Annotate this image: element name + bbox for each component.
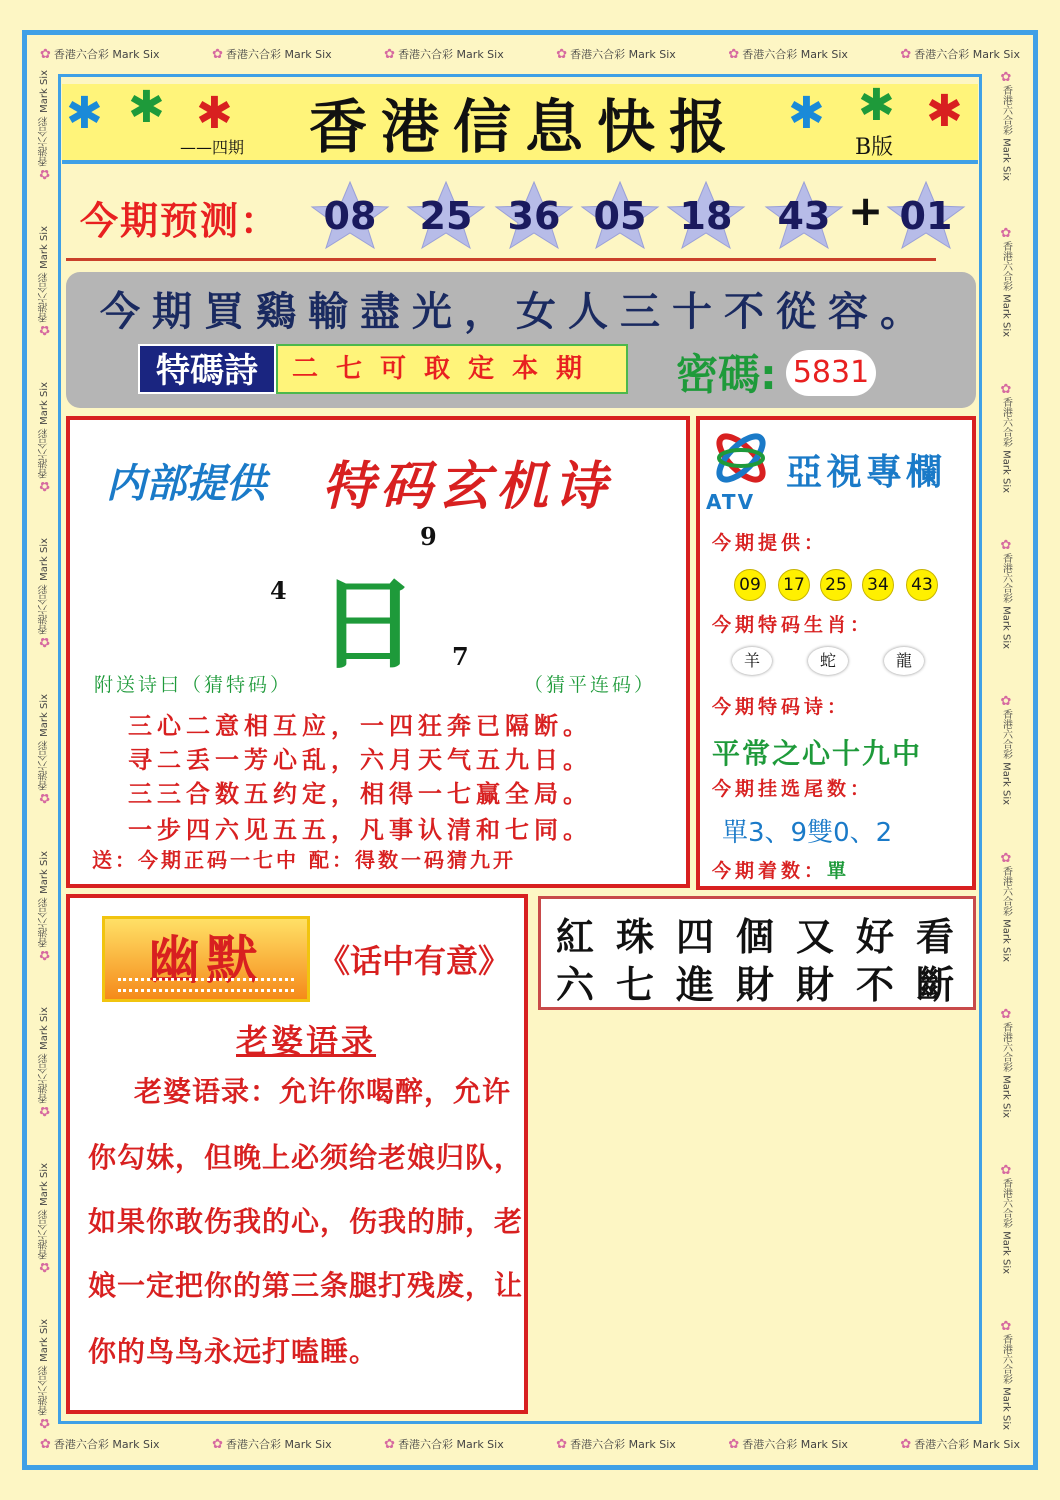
watermark-text: 香港六合彩 Mark Six <box>742 1438 848 1451</box>
watermark <box>384 1436 504 1452</box>
prediction-number: 36 <box>507 194 561 238</box>
divider <box>66 258 936 261</box>
watermark <box>556 1436 676 1452</box>
riddle-character: 日 <box>318 566 418 683</box>
atv-zodiac-label: 今期特码生肖： <box>712 614 874 636</box>
watermark-text: 香港六合彩 Mark Six <box>225 1438 332 1451</box>
watermark-text: 香港六合彩 Mark Six <box>1000 241 1012 338</box>
watermark-text: 香港六合彩 Mark Six <box>1000 85 1012 182</box>
watermark-text: 香港六合彩 Mark Six <box>570 1438 676 1451</box>
watermark-row-bottom <box>40 1436 1020 1452</box>
prediction-number: 08 <box>323 194 377 238</box>
watermark-text: 香港六合彩 Mark Six <box>53 48 160 61</box>
humor-line: 老婆语录：允许你喝醉，允许 <box>134 1075 512 1108</box>
flower-icon: ✿ <box>728 1437 740 1452</box>
flower-icon: ✿ <box>384 47 396 62</box>
poem-line: 寻二丢一芳心乱，六月天气五九日。 <box>128 746 592 774</box>
atv-tail-label: 今期挂选尾数： <box>712 778 874 800</box>
watermark-text: 香港六合彩 Mark Six <box>38 70 50 167</box>
watermark <box>999 1319 1014 1430</box>
send-line: 送：今期正码一七中 配：得数一码猜九开 <box>92 848 516 872</box>
watermark-text: 香港六合彩 Mark Six <box>38 1318 50 1415</box>
flower-icon: ✿ <box>998 538 1014 554</box>
atv-count-value: 單 <box>827 860 851 882</box>
number-star <box>886 180 966 250</box>
edition-label: B版 <box>855 135 894 160</box>
flower-icon: ✿ <box>998 382 1014 398</box>
atv-poem-label: 今期特码诗： <box>712 696 851 718</box>
atv-count-label: 今期着数： <box>712 860 828 882</box>
prediction-label: 今期预测： <box>80 199 281 243</box>
password-value: 5831 <box>786 350 876 396</box>
watermark <box>999 1163 1014 1274</box>
watermark-text: 香港六合彩 Mark Six <box>53 1438 160 1451</box>
watermark <box>212 46 332 62</box>
lucky-poem-line: 紅珠四個又好看 <box>556 914 977 959</box>
watermark-text: 香港六合彩 Mark Six <box>1000 397 1012 494</box>
number-ball: 09 <box>734 569 766 601</box>
watermark <box>900 46 1020 62</box>
flower-icon: ✿ <box>36 478 52 494</box>
watermark-text: 香港六合彩 Mark Six <box>38 1006 50 1103</box>
watermark-text: 香港六合彩 Mark Six <box>914 48 1020 61</box>
watermark <box>37 1007 52 1118</box>
prediction-number: 43 <box>777 194 831 238</box>
watermark <box>37 1319 52 1430</box>
watermark-column-left <box>36 70 52 1430</box>
watermark <box>999 538 1014 649</box>
atv-poem: 平常之心十九中 <box>712 737 923 770</box>
prediction-number: 18 <box>679 194 733 238</box>
watermark <box>37 1163 52 1274</box>
watermark <box>999 694 1014 805</box>
riddle-number-left: 4 <box>270 576 287 605</box>
watermark-text: 香港六合彩 Mark Six <box>742 48 848 61</box>
watermark <box>40 1436 160 1452</box>
flower-icon: ✿ <box>998 226 1014 242</box>
atv-logo <box>706 430 776 514</box>
watermark <box>37 851 52 962</box>
special-poem-label: 特碼詩 <box>138 344 276 394</box>
watermark-text: 香港六合彩 Mark Six <box>398 1438 504 1451</box>
flower-icon: ✿ <box>40 47 51 62</box>
flower-icon: ✿ <box>998 70 1014 85</box>
prediction-number: 25 <box>419 194 473 238</box>
flower-icon: ✿ <box>36 634 52 650</box>
prediction-number: 05 <box>593 194 647 238</box>
number-star <box>580 180 660 250</box>
number-ball: 43 <box>906 569 938 601</box>
watermark-text: 香港六合彩 Mark Six <box>225 48 332 61</box>
number-star <box>406 180 486 250</box>
flower-icon: ✿ <box>998 850 1014 866</box>
atv-title: 亞視專欄 <box>786 451 947 493</box>
asterisk-icon: ✱ <box>66 88 103 139</box>
number-star <box>764 180 844 250</box>
watermark-text: 香港六合彩 Mark Six <box>398 48 504 61</box>
zodiac-badge: 蛇 <box>808 647 848 675</box>
flower-icon: ✿ <box>998 1318 1014 1334</box>
atv-logo-icon <box>706 430 776 486</box>
watermark-row-top <box>40 46 1020 62</box>
flower-icon: ✿ <box>36 1258 52 1274</box>
poem-line: 三三合数五约定，相得一七赢全局。 <box>128 780 592 808</box>
flower-icon: ✿ <box>900 47 912 62</box>
page-title: 香港信息快报 <box>308 93 741 161</box>
watermark-text: 香港六合彩 Mark Six <box>38 538 50 635</box>
flower-icon: ✿ <box>36 946 52 962</box>
humor-line: 娘一定把你的第三条腿打残废，让 <box>88 1269 524 1302</box>
watermark <box>999 70 1014 181</box>
watermark-text: 香港六合彩 Mark Six <box>38 226 50 323</box>
watermark <box>728 1436 848 1452</box>
watermark-text: 香港六合彩 Mark Six <box>38 1162 50 1259</box>
flower-icon: ✿ <box>36 166 52 182</box>
number-star <box>494 180 574 250</box>
watermark <box>37 694 52 805</box>
flower-icon: ✿ <box>36 1414 52 1430</box>
flower-icon: ✿ <box>900 1437 912 1452</box>
gift-label-left: 附送诗曰（猜特码） <box>94 674 293 696</box>
riddle-number-top: 9 <box>420 522 437 551</box>
asterisk-icon: ✱ <box>128 82 165 133</box>
flower-icon: ✿ <box>36 790 52 806</box>
watermark <box>999 851 1014 962</box>
flower-icon: ✿ <box>40 1437 51 1452</box>
flower-icon: ✿ <box>998 694 1014 710</box>
watermark-text: 香港六合彩 Mark Six <box>1000 1021 1012 1118</box>
special-poem-text: 二七可取定本期 <box>276 344 628 394</box>
humor-line: 你的鸟鸟永远打嗑睡。 <box>88 1335 379 1368</box>
watermark <box>556 46 676 62</box>
watermark-text: 香港六合彩 Mark Six <box>1000 553 1012 650</box>
watermark <box>999 1007 1014 1118</box>
flower-icon: ✿ <box>36 1102 52 1118</box>
atv-provide-label: 今期提供： <box>712 532 828 554</box>
number-ball: 25 <box>820 569 852 601</box>
number-star <box>666 180 746 250</box>
number-ball: 34 <box>862 569 894 601</box>
badge-decoration <box>118 978 294 992</box>
zodiac-badge: 羊 <box>732 647 772 675</box>
flower-icon: ✿ <box>998 1006 1014 1022</box>
zodiac-badge: 龍 <box>884 647 924 675</box>
watermark-text: 香港六合彩 Mark Six <box>1000 709 1012 806</box>
inner-provide-label: 内部提供 <box>106 461 266 507</box>
special-number: 01 <box>899 194 953 238</box>
humor-line: 你勾妹，但晚上必须给老娘归队， <box>88 1141 524 1174</box>
watermark <box>40 46 160 62</box>
flower-icon: ✿ <box>998 1162 1014 1178</box>
watermark-column-right <box>998 70 1014 1430</box>
number-star <box>310 180 390 250</box>
watermark <box>212 1436 332 1452</box>
watermark-text: 香港六合彩 Mark Six <box>914 1438 1020 1451</box>
poem-line: 一步四六见五五，凡事认清和七同。 <box>128 816 592 844</box>
issue-number: ——四期 <box>180 138 245 157</box>
atv-count-row <box>712 856 850 883</box>
flower-icon: ✿ <box>212 47 223 62</box>
watermark-text: 香港六合彩 Mark Six <box>38 694 50 791</box>
main-poem-title: 特码玄机诗 <box>322 457 613 517</box>
asterisk-icon: ✱ <box>788 88 825 139</box>
watermark <box>999 226 1014 337</box>
watermark-text: 香港六合彩 Mark Six <box>570 48 676 61</box>
flower-icon: ✿ <box>384 1437 396 1452</box>
watermark <box>37 382 52 493</box>
flower-icon: ✿ <box>36 322 52 338</box>
flower-icon: ✿ <box>556 47 568 62</box>
asterisk-icon: ✱ <box>858 80 895 131</box>
watermark <box>37 226 52 337</box>
asterisk-icon: ✱ <box>196 88 233 139</box>
watermark <box>728 46 848 62</box>
watermark-text: 香港六合彩 Mark Six <box>38 850 50 947</box>
humor-badge-text: 幽默 <box>147 931 264 991</box>
flower-icon: ✿ <box>728 47 740 62</box>
flower-icon: ✿ <box>212 1437 223 1452</box>
password-label: 密碼: <box>676 350 777 399</box>
watermark-text: 香港六合彩 Mark Six <box>1000 865 1012 962</box>
riddle-number-bottom: 7 <box>452 642 469 671</box>
watermark-text: 香港六合彩 Mark Six <box>1000 1177 1012 1274</box>
humor-subtitle: 《话中有意》 <box>318 942 511 980</box>
headline-text: 今期買鷄輸盡光，女人三十不從容。 <box>100 289 932 335</box>
humor-line: 如果你敢伤我的心，伤我的肺，老 <box>88 1205 524 1238</box>
watermark <box>384 46 504 62</box>
flower-icon: ✿ <box>556 1437 568 1452</box>
watermark <box>37 70 52 181</box>
plus-sign: + <box>848 186 884 235</box>
atv-tail-value: 單3、9雙0、2 <box>722 818 893 848</box>
watermark <box>900 1436 1020 1452</box>
watermark <box>37 538 52 649</box>
poem-line: 三心二意相互应，一四狂奔已隔断。 <box>128 712 592 740</box>
atv-logo-text: ATV <box>706 490 756 514</box>
gift-label-right: （猜平连码） <box>524 674 657 696</box>
number-ball: 17 <box>778 569 810 601</box>
asterisk-icon: ✱ <box>926 86 963 137</box>
watermark-text: 香港六合彩 Mark Six <box>38 382 50 479</box>
lucky-poem-line: 六七進財財不斷 <box>556 962 977 1007</box>
watermark-text: 香港六合彩 Mark Six <box>1000 1333 1012 1430</box>
watermark <box>999 382 1014 493</box>
humor-title: 老婆语录 <box>236 1022 377 1060</box>
